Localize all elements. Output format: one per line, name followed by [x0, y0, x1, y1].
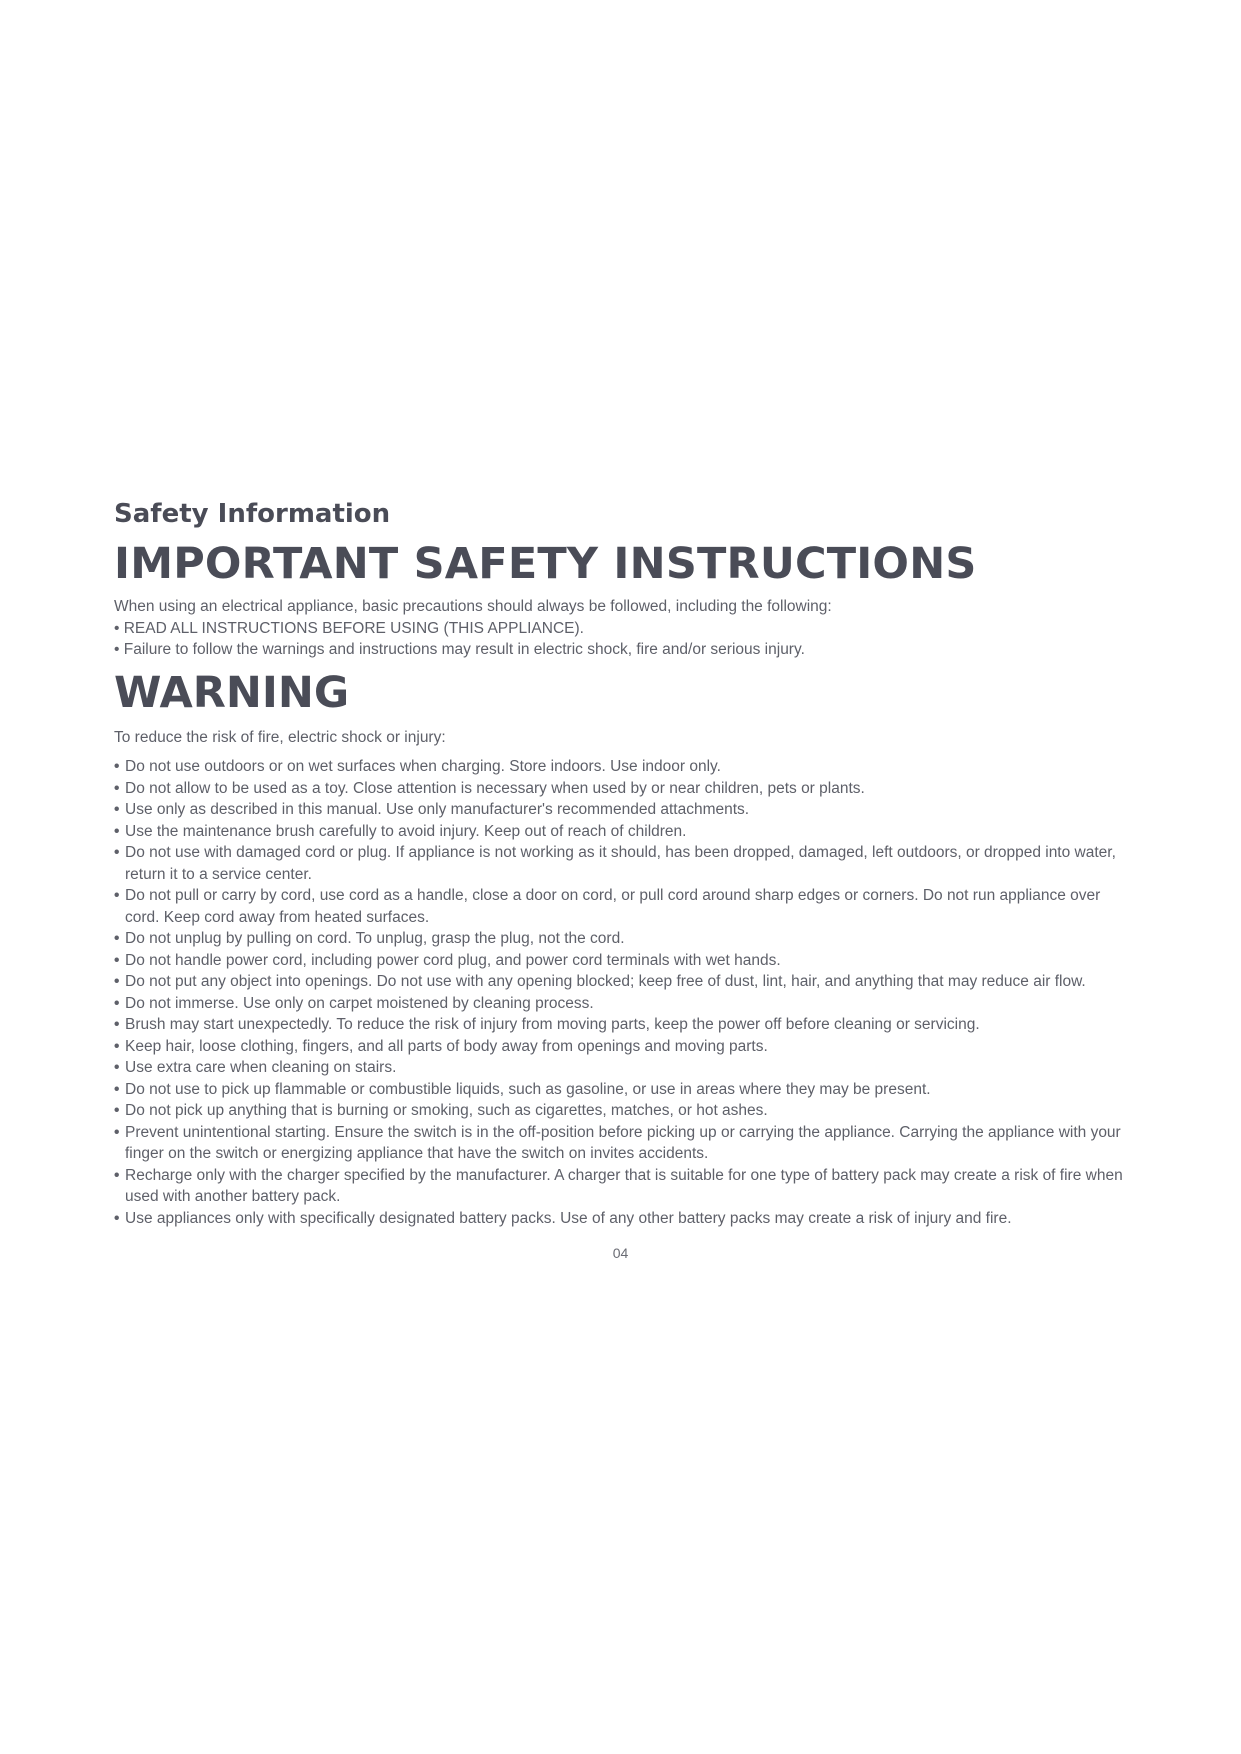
rule-text: Use the maintenance brush carefully to avoid injury. Keep out of reach of children. [125, 822, 687, 840]
safety-rules-list [114, 756, 1134, 1229]
list-item [114, 928, 1134, 950]
rule-text: Brush may start unexpectedly. To reduce the risk of injury from moving parts, keep the power off before cleaning or servicing. [125, 1016, 980, 1033]
list-item [114, 993, 1134, 1015]
rule-text: Do not pick up anything that is burning or smoking, such as cigarettes, matches, or hot ashes. [125, 1102, 768, 1119]
list-item [114, 1057, 1134, 1079]
rule-text: Do not use with damaged cord or plug. If appliance is not working as it should, has been dropped, damaged, left outdoors, or dropped into water, return it to a service center. [125, 844, 1116, 883]
bullet-icon: • [114, 930, 120, 947]
page-content [114, 496, 1134, 1229]
bullet-icon: • [114, 1037, 120, 1055]
intro-line: • READ ALL INSTRUCTIONS BEFORE USING (THIS APPLIANCE). [114, 619, 584, 637]
rule-text: Recharge only with the charger specified by the manufacturer. A charger that is suitable for one type of battery pack may create a risk of fire when used with another battery pack. [125, 1166, 1123, 1205]
bullet-icon: • [114, 1209, 120, 1227]
bullet-icon: • [114, 1166, 120, 1184]
bullet-icon: • [114, 1123, 120, 1141]
rule-text: Do not handle power cord, including power cord plug, and power cord terminals with wet hands. [125, 951, 781, 969]
bullet-icon: • [114, 1102, 120, 1119]
list-item [114, 1208, 1134, 1230]
main-title: IMPORTANT SAFETY INSTRUCTIONS [114, 539, 977, 589]
rule-text: Do not use outdoors or on wet surfaces when charging. Store indoors. Use indoor only. [125, 758, 721, 775]
list-item [114, 842, 1134, 885]
list-item [114, 756, 1134, 778]
list-item [114, 1165, 1134, 1208]
rule-text: Use extra care when cleaning on stairs. [125, 1059, 397, 1076]
rule-text: Do not immerse. Use only on carpet moistened by cleaning process. [125, 994, 594, 1012]
rule-text: Prevent unintentional starting. Ensure the switch is in the off-position before picking up or carrying the appliance. Carrying the appliance with your finger on the switch or energizing appliance that have the switch on invites accidents. [125, 1123, 1121, 1162]
bullet-icon: • [114, 779, 120, 797]
intro-block [114, 596, 1134, 661]
rule-text: Do not allow to be used as a toy. Close attention is necessary when used by or near children, pets or plants. [125, 779, 865, 797]
rule-text: Do not pull or carry by cord, use cord as a handle, close a door on cord, or pull cord around sharp edges or corners. Do not run appliance over cord. Keep cord away from heated surfaces. [125, 887, 1101, 926]
list-item [114, 950, 1134, 972]
section-label: Safety Information [114, 499, 391, 529]
bullet-icon: • [114, 758, 120, 775]
list-item [114, 778, 1134, 800]
list-item [114, 821, 1134, 843]
bullet-icon: • [114, 801, 120, 818]
page-number: 04 [612, 1245, 629, 1261]
list-item [114, 799, 1134, 821]
bullet-icon: • [114, 1059, 120, 1076]
rule-text: Use appliances only with specifically designated battery packs. Use of any other battery packs may create a risk of injury and fire. [125, 1209, 1012, 1227]
warning-intro: To reduce the risk of fire, electric shock or injury: [114, 728, 446, 746]
rule-text: Keep hair, loose clothing, fingers, and all parts of body away from openings and moving parts. [125, 1037, 768, 1055]
list-item [114, 1079, 1134, 1101]
bullet-icon: • [114, 994, 120, 1012]
bullet-icon: • [114, 1016, 120, 1033]
warning-title: WARNING [114, 667, 350, 718]
list-item [114, 1100, 1134, 1122]
rule-text: Use only as described in this manual. Use only manufacturer's recommended attachments. [125, 801, 750, 818]
bullet-icon: • [114, 951, 120, 969]
list-item [114, 1014, 1134, 1036]
bullet-icon: • [114, 887, 120, 904]
bullet-icon: • [114, 844, 120, 861]
bullet-icon: • [114, 1080, 120, 1098]
intro-line: • Failure to follow the warnings and instructions may result in electric shock, fire and/or serious injury. [114, 641, 805, 658]
list-item [114, 1036, 1134, 1058]
rule-text: Do not use to pick up flammable or combustible liquids, such as gasoline, or use in areas where they may be present. [125, 1080, 931, 1098]
list-item [114, 1122, 1134, 1165]
list-item [114, 971, 1134, 993]
list-item [114, 885, 1134, 928]
bullet-icon: • [114, 822, 120, 840]
intro-line: When using an electrical appliance, basic precautions should always be followed, including the following: [114, 598, 832, 615]
rule-text: Do not unplug by pulling on cord. To unplug, grasp the plug, not the cord. [125, 930, 625, 947]
bullet-icon: • [114, 973, 120, 990]
rule-text: Do not put any object into openings. Do not use with any opening blocked; keep free of dust, lint, hair, and anything that may reduce air flow. [125, 973, 1086, 990]
